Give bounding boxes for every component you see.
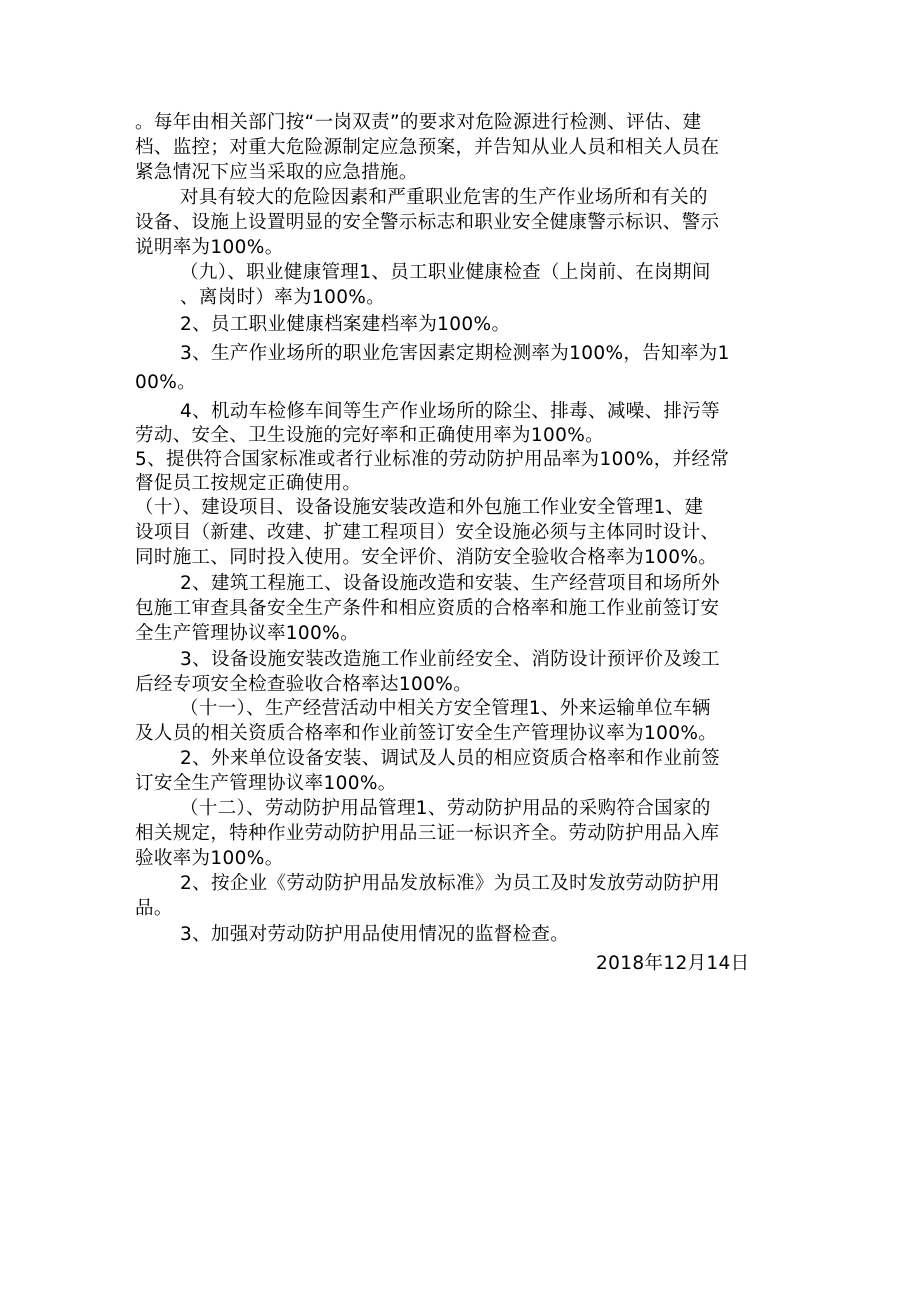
text-line-2: 档、监控；对重大危险源制定应急预案，并告知从业人员和相关人员在 <box>135 137 720 158</box>
text-line-30: 验收率为100%。 <box>135 848 284 869</box>
text-line-22: 3、设备设施安装改造施工作业前经安全、消防设计预评价及竣工 <box>180 649 720 670</box>
text-line-28: （十二）、劳动防护用品管理1、劳动防护用品的采购符合国家的 <box>180 798 711 819</box>
text-line-1: 。每年由相关部门按“一岗双责”的要求对危险源进行检测、评估、建 <box>135 112 702 133</box>
text-line-16: （十）、建设项目、设备设施安装改造和外包施工作业安全管理1、建 <box>135 497 704 518</box>
text-line-25: 及人员的相关资质合格率和作业前签订安全生产管理协议率为100%。 <box>135 723 718 744</box>
text-line-18: 同时施工、同时投入使用。安全评价、消防安全验收合格率为100%。 <box>135 547 718 568</box>
text-line-11: 00%。 <box>135 372 197 393</box>
text-line-20: 包施工审查具备安全生产条件和相应资质的合格率和施工作业前签订安 <box>135 598 720 619</box>
text-line-13: 劳动、安全、卫生设施的完好率和正确使用率为100%。 <box>135 425 604 446</box>
text-line-19: 2、建筑工程施工、设备设施改造和安装、生产经营项目和场所外 <box>180 573 720 594</box>
text-line-23: 后经专项安全检查验收合格率达100%。 <box>135 674 473 695</box>
text-line-10: 3、生产作业场所的职业危害因素定期检测率为100%，告知率为1 <box>180 343 730 364</box>
text-line-15: 督促员工按规定正确使用。 <box>135 473 362 494</box>
text-line-32: 品。 <box>135 898 173 919</box>
text-line-24: （十一）、生产经营活动中相关方安全管理1、外来运输单位车辆 <box>180 698 711 719</box>
text-line-29: 相关规定，特种作业劳动防护用品三证一标识齐全。劳动防护用品入库 <box>135 823 720 844</box>
text-line-9: 2、员工职业健康档案建档率为100%。 <box>180 314 511 335</box>
text-line-31: 2、按企业《劳动防护用品发放标准》为员工及时发放劳动防护用 <box>180 873 720 894</box>
text-line-4: 对具有较大的危险因素和严重职业危害的生产作业场所和有关的 <box>180 187 708 208</box>
text-line-27: 订安全生产管理协议率100%。 <box>135 773 397 794</box>
text-line-17: 设项目（新建、改建、扩建工程项目）安全设施必须与主体同时设计、 <box>135 522 720 543</box>
text-line-5: 设备、设施上设置明显的安全警示标志和职业安全健康警示标识、警示 <box>135 212 720 233</box>
text-line-8: 、离岗时）率为100%。 <box>180 287 386 308</box>
text-line-26: 2、外来单位设备安装、调试及人员的相应资质合格率和作业前签 <box>180 748 720 769</box>
text-line-6: 说明率为100%。 <box>135 237 284 258</box>
text-line-7: （九）、职业健康管理1、员工职业健康检查（上岗前、在岗期间 <box>180 262 711 283</box>
document-date: 2018年12月14日 <box>596 953 750 974</box>
text-line-3: 紧急情况下应当采取的应急措施。 <box>135 162 418 183</box>
text-line-12: 4、机动车检修车间等生产作业场所的除尘、排毒、减噪、排污等 <box>180 401 720 422</box>
text-line-33: 3、加强对劳动防护用品使用情况的监督检查。 <box>180 924 570 945</box>
text-line-14: 5、提供符合国家标准或者行业标准的劳动防护用品率为100%，并经常 <box>135 449 730 470</box>
text-line-21: 全生产管理协议率100%。 <box>135 623 359 644</box>
